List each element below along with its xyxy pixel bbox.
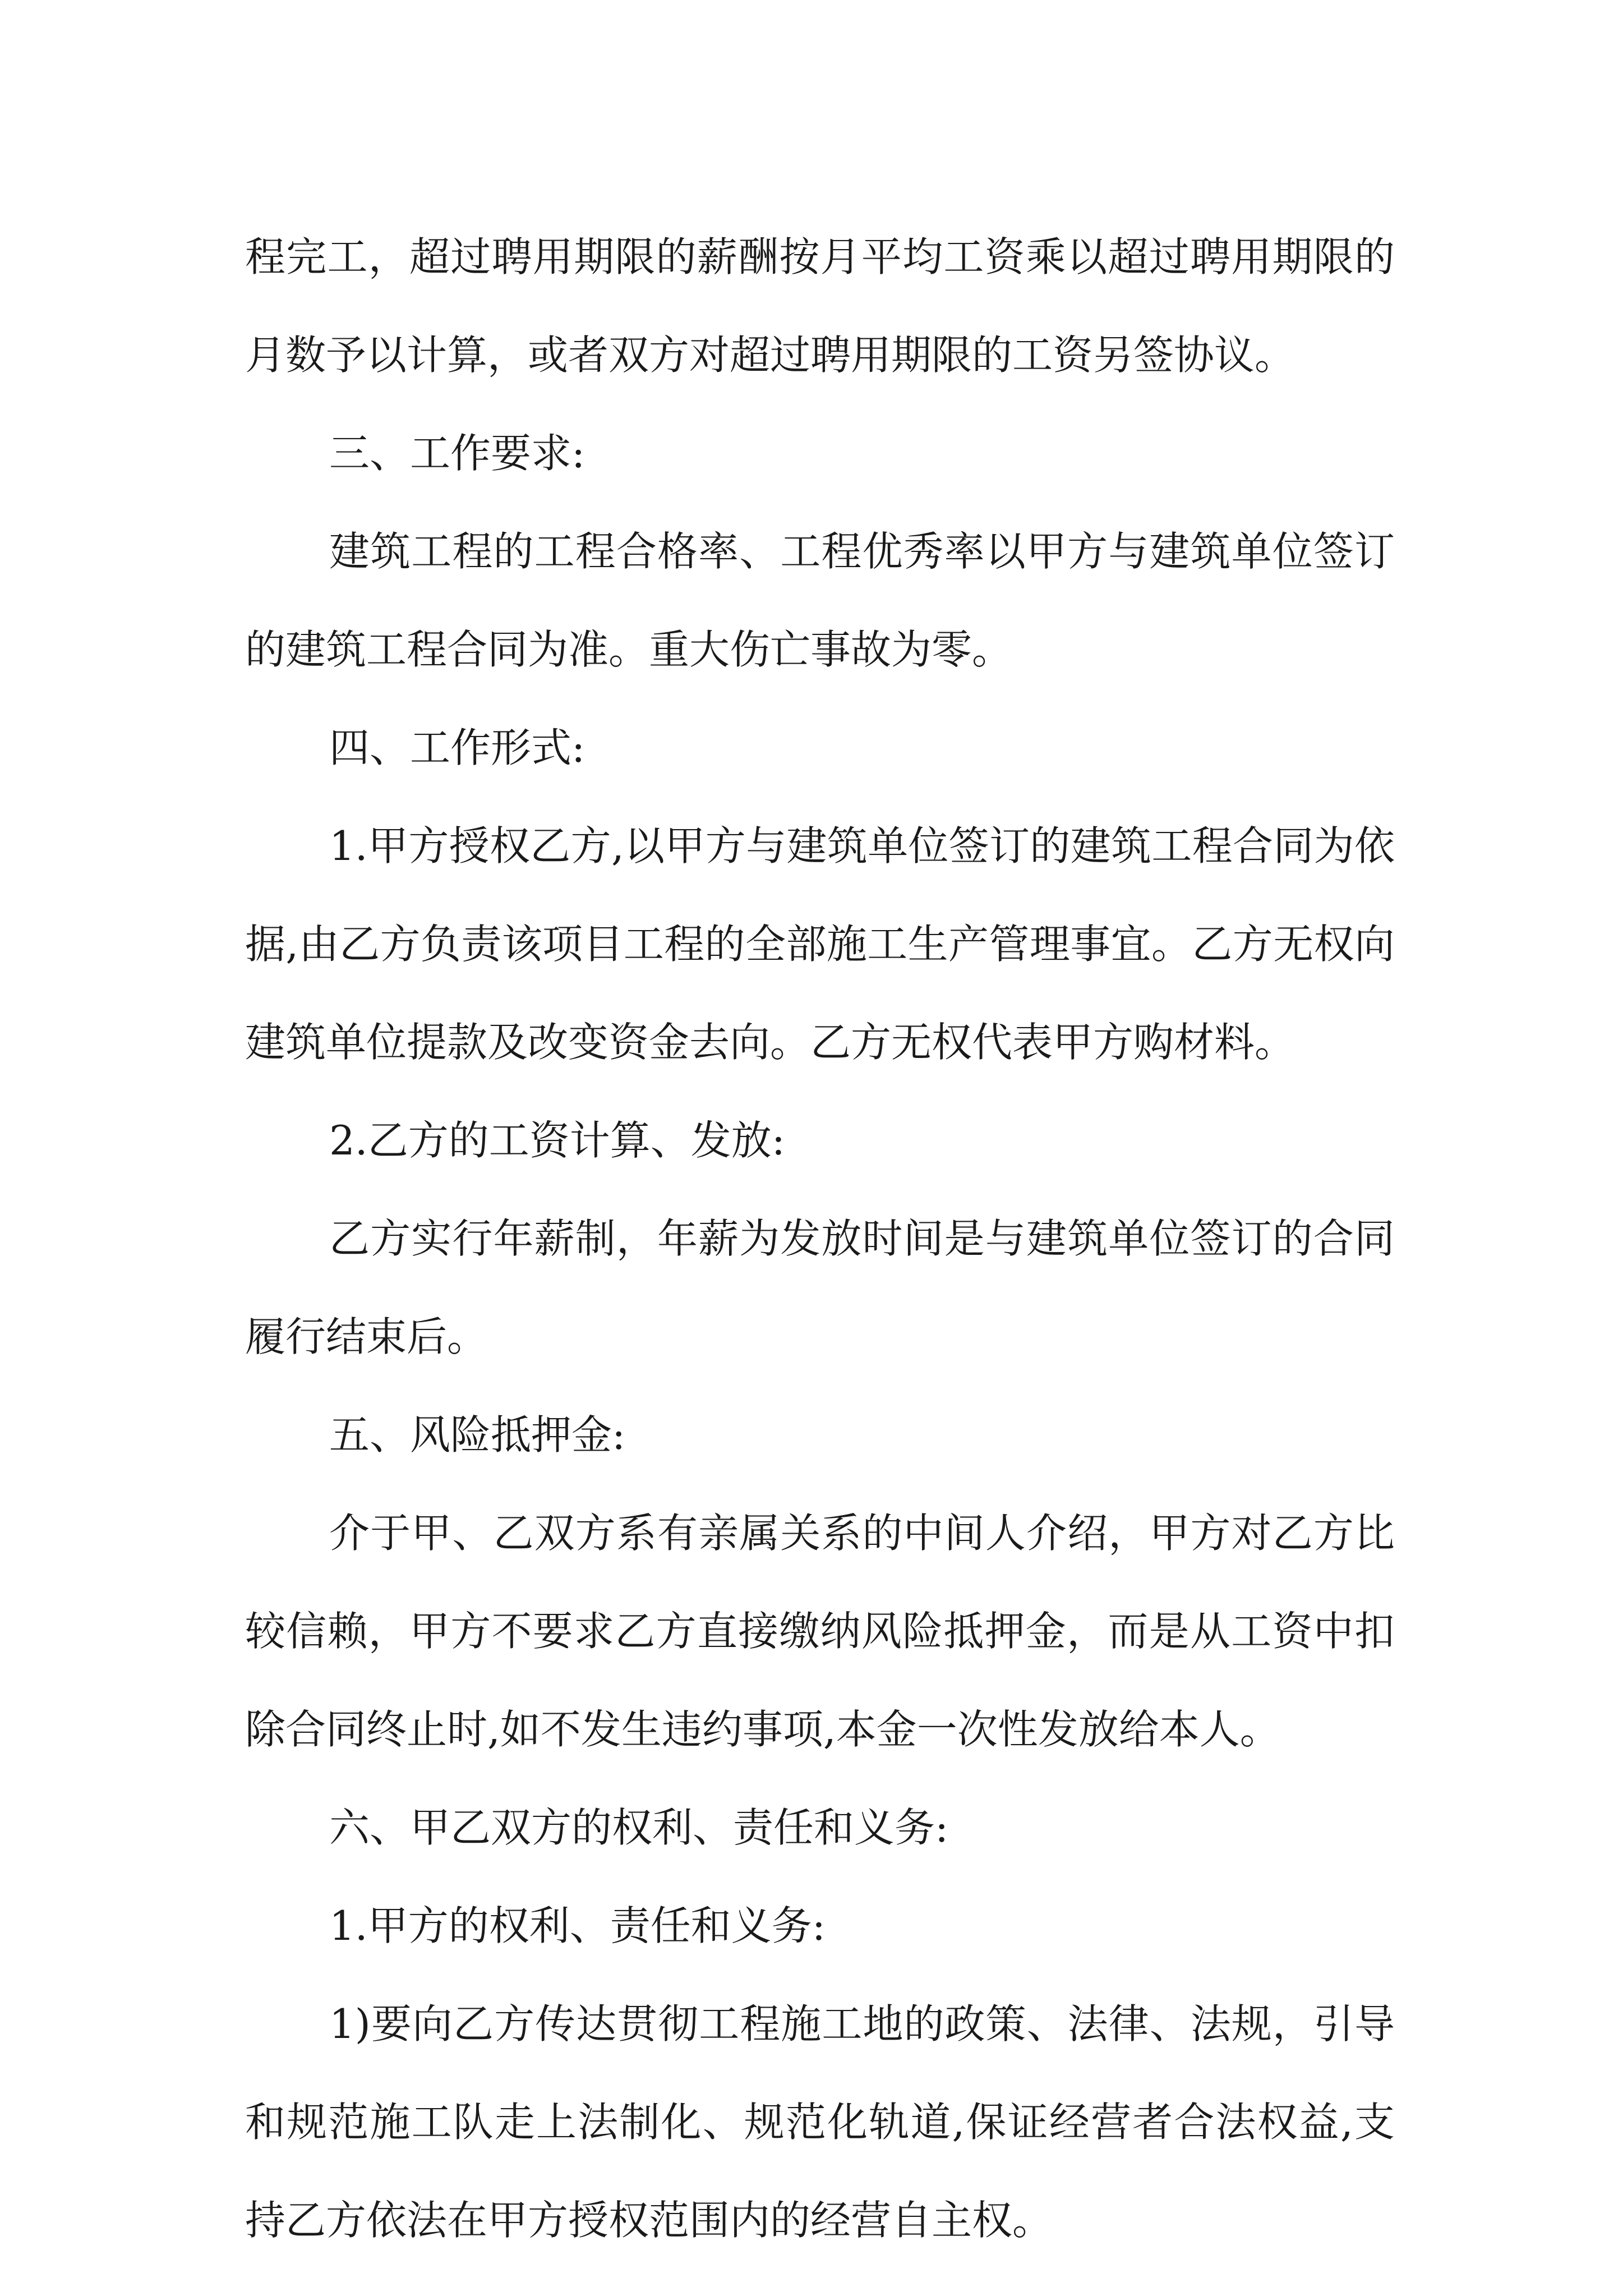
paragraph-risk-deposit: 介于甲、乙双方系有亲属关系的中间人介绍，甲方对乙方比较信赖，甲方不要求乙方直接缴纳风险抵押金，而是从工资中扣除合同终止时,如不发生违约事项,本金一次性发放给本人。 — [245, 1510, 1395, 1753]
section-heading-rights-duties: 六、甲乙双方的权利、责任和义务: — [329, 1804, 949, 1851]
paragraph-work-requirements: 建筑工程的工程合格率、工程优秀率以甲方与建筑单位签订的建筑工程合同为准。重大伤亡事故为零。 — [245, 528, 1395, 673]
paragraph-continuation: 程完工，超过聘用期限的薪酬按月平均工资乘以超过聘用期限的月数予以计算，或者双方对超过聘用期限的工资另签协议。 — [245, 233, 1395, 379]
paragraph-work-form-1: 1.甲方授权乙方,以甲方与建筑单位签订的建筑工程合同为依据,由乙方负责该项目工程的全部施工生产管理事宜。乙方无权向建筑单位提款及改变资金去向。乙方无权代表甲方购材料。 — [245, 822, 1395, 1066]
subheading-salary: 2.乙方的工资计算、发放: — [329, 1117, 785, 1164]
section-heading-work-requirements: 三、工作要求: — [329, 430, 585, 477]
section-heading-risk-deposit: 五、风险抵押金: — [329, 1411, 626, 1458]
subheading-party-a-rights: 1.甲方的权利、责任和义务: — [329, 1902, 826, 1949]
paragraph-party-a-rights-1: 1)要向乙方传达贯彻工程施工地的政策、法律、法规，引导和规范施工队走上法制化、规范化轨道,保证经营者合法权益,支持乙方依法在甲方授权范围内的经营自主权。 — [245, 2000, 1395, 2244]
paragraph-salary: 乙方实行年薪制，年薪为发放时间是与建筑单位签订的合同履行结束后。 — [245, 1215, 1395, 1360]
section-heading-work-form: 四、工作形式: — [329, 724, 585, 771]
document-body — [245, 208, 1395, 2270]
